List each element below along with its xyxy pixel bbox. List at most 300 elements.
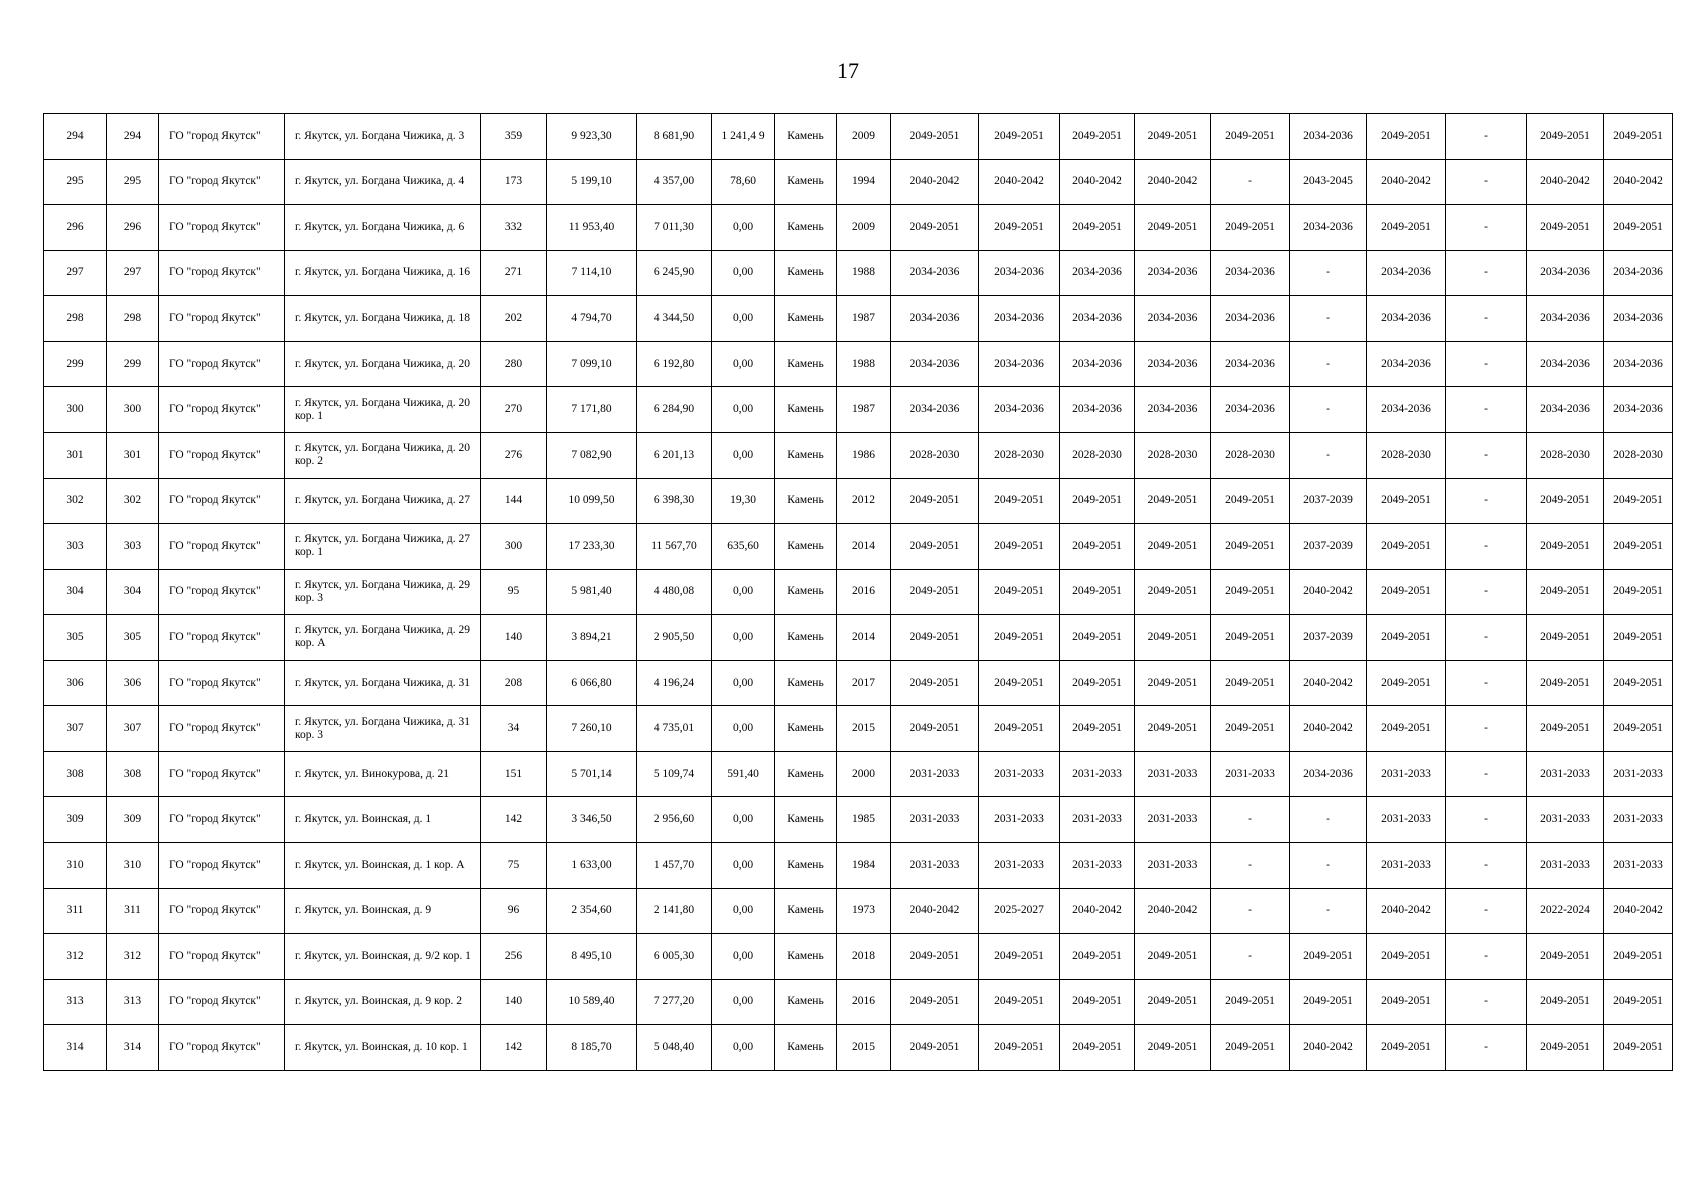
cell-non-residential-area: 1 241,4 9 [712, 114, 775, 160]
cell-wall-material: Камень [775, 615, 837, 661]
cell-period-engineering-4: 2049-2051 [1527, 205, 1604, 251]
cell-period-lift: 2037-2039 [1290, 615, 1367, 661]
cell-period-lift: - [1290, 797, 1367, 843]
cell-total-area: 7 114,10 [547, 250, 637, 296]
cell-period-foundation: 2034-2036 [1060, 250, 1135, 296]
cell-period-other: - [1446, 979, 1527, 1025]
cell-period-roof: 2040-2042 [891, 159, 979, 205]
cell-row-number: 295 [44, 159, 107, 205]
cell-year-built: 2000 [837, 751, 891, 797]
cell-period-other: - [1446, 843, 1527, 889]
cell-address: г. Якутск, ул. Винокурова, д. 21 [285, 751, 481, 797]
cell-registry-number: 305 [107, 615, 159, 661]
cell-period-engineering-1: 2049-2051 [1135, 205, 1211, 251]
cell-registry-number: 296 [107, 205, 159, 251]
cell-year-built: 2014 [837, 615, 891, 661]
cell-address: г. Якутск, ул. Воинская, д. 9 [285, 888, 481, 934]
cell-address: г. Якутск, ул. Богдана Чижика, д. 31 [285, 660, 481, 706]
cell-period-engineering-2: 2049-2051 [1211, 660, 1290, 706]
cell-period-other: - [1446, 250, 1527, 296]
cell-period-engineering-4: 2049-2051 [1527, 660, 1604, 706]
cell-wall-material: Камень [775, 250, 837, 296]
cell-row-number: 304 [44, 569, 107, 615]
cell-period-engineering-5: 2049-2051 [1604, 114, 1673, 160]
cell-registry-number: 311 [107, 888, 159, 934]
cell-residents-count: 140 [481, 615, 547, 661]
cell-total-area: 1 633,00 [547, 843, 637, 889]
cell-year-built: 2012 [837, 478, 891, 524]
cell-period-engineering-1: 2031-2033 [1135, 797, 1211, 843]
cell-period-roof: 2034-2036 [891, 387, 979, 433]
table-row [44, 843, 1673, 889]
cell-living-area: 7 277,20 [637, 979, 712, 1025]
cell-total-area: 17 233,30 [547, 524, 637, 570]
cell-row-number: 299 [44, 341, 107, 387]
cell-living-area: 4 735,01 [637, 706, 712, 752]
cell-period-engineering-3: 2049-2051 [1367, 706, 1446, 752]
cell-year-built: 1994 [837, 159, 891, 205]
cell-period-roof: 2049-2051 [891, 569, 979, 615]
cell-period-other: - [1446, 341, 1527, 387]
cell-period-engineering-2: 2034-2036 [1211, 387, 1290, 433]
cell-period-engineering-5: 2031-2033 [1604, 751, 1673, 797]
cell-non-residential-area: 0,00 [712, 250, 775, 296]
cell-period-engineering-3: 2049-2051 [1367, 114, 1446, 160]
cell-period-roof: 2049-2051 [891, 979, 979, 1025]
cell-period-facade: 2049-2051 [979, 706, 1060, 752]
cell-municipality: ГО "город Якутск" [159, 843, 285, 889]
cell-period-lift: 2034-2036 [1290, 114, 1367, 160]
cell-period-lift: - [1290, 296, 1367, 342]
cell-address: г. Якутск, ул. Богдана Чижика, д. 18 [285, 296, 481, 342]
cell-wall-material: Камень [775, 843, 837, 889]
cell-municipality: ГО "город Якутск" [159, 706, 285, 752]
cell-period-facade: 2031-2033 [979, 843, 1060, 889]
cell-period-roof: 2028-2030 [891, 432, 979, 478]
cell-period-lift: - [1290, 341, 1367, 387]
cell-address: г. Якутск, ул. Воинская, д. 1 кор. А [285, 843, 481, 889]
cell-period-engineering-3: 2031-2033 [1367, 797, 1446, 843]
cell-registry-number: 307 [107, 706, 159, 752]
cell-period-roof: 2031-2033 [891, 797, 979, 843]
cell-address: г. Якутск, ул. Богдана Чижика, д. 31 кор. 3 [285, 706, 481, 752]
cell-period-other: - [1446, 934, 1527, 980]
cell-year-built: 1988 [837, 250, 891, 296]
cell-total-area: 8 495,10 [547, 934, 637, 980]
cell-non-residential-area: 0,00 [712, 843, 775, 889]
cell-period-engineering-1: 2049-2051 [1135, 615, 1211, 661]
cell-address: г. Якутск, ул. Богдана Чижика, д. 3 [285, 114, 481, 160]
cell-period-foundation: 2031-2033 [1060, 843, 1135, 889]
cell-period-engineering-2: - [1211, 934, 1290, 980]
cell-living-area: 6 245,90 [637, 250, 712, 296]
cell-row-number: 301 [44, 432, 107, 478]
cell-municipality: ГО "город Якутск" [159, 569, 285, 615]
cell-period-engineering-5: 2049-2051 [1604, 1025, 1673, 1071]
cell-period-engineering-2: - [1211, 843, 1290, 889]
cell-municipality: ГО "город Якутск" [159, 615, 285, 661]
cell-period-engineering-2: - [1211, 797, 1290, 843]
cell-period-facade: 2034-2036 [979, 296, 1060, 342]
cell-residents-count: 280 [481, 341, 547, 387]
cell-period-foundation: 2049-2051 [1060, 524, 1135, 570]
cell-period-other: - [1446, 114, 1527, 160]
cell-period-engineering-4: 2049-2051 [1527, 569, 1604, 615]
cell-period-roof: 2040-2042 [891, 888, 979, 934]
cell-wall-material: Камень [775, 296, 837, 342]
cell-period-lift: - [1290, 843, 1367, 889]
cell-period-engineering-3: 2049-2051 [1367, 478, 1446, 524]
cell-period-lift: 2049-2051 [1290, 934, 1367, 980]
cell-year-built: 2015 [837, 706, 891, 752]
cell-address: г. Якутск, ул. Богдана Чижика, д. 4 [285, 159, 481, 205]
table-row [44, 114, 1673, 160]
cell-residents-count: 142 [481, 797, 547, 843]
cell-period-roof: 2031-2033 [891, 751, 979, 797]
cell-total-area: 11 953,40 [547, 205, 637, 251]
cell-period-foundation: 2049-2051 [1060, 1025, 1135, 1071]
cell-period-engineering-2: 2049-2051 [1211, 569, 1290, 615]
cell-period-engineering-3: 2049-2051 [1367, 660, 1446, 706]
table-row [44, 934, 1673, 980]
cell-registry-number: 310 [107, 843, 159, 889]
housing-register-table [43, 113, 1673, 1071]
cell-municipality: ГО "город Якутск" [159, 751, 285, 797]
cell-residents-count: 359 [481, 114, 547, 160]
cell-period-facade: 2049-2051 [979, 979, 1060, 1025]
cell-period-roof: 2049-2051 [891, 114, 979, 160]
cell-year-built: 2009 [837, 205, 891, 251]
cell-period-engineering-5: 2049-2051 [1604, 569, 1673, 615]
cell-row-number: 313 [44, 979, 107, 1025]
table-row [44, 1025, 1673, 1071]
cell-row-number: 302 [44, 478, 107, 524]
cell-period-engineering-4: 2034-2036 [1527, 341, 1604, 387]
cell-period-engineering-4: 2049-2051 [1527, 114, 1604, 160]
cell-wall-material: Камень [775, 205, 837, 251]
cell-period-engineering-5: 2049-2051 [1604, 706, 1673, 752]
cell-period-engineering-2: 2028-2030 [1211, 432, 1290, 478]
cell-total-area: 7 099,10 [547, 341, 637, 387]
cell-period-engineering-5: 2034-2036 [1604, 296, 1673, 342]
cell-non-residential-area: 0,00 [712, 1025, 775, 1071]
cell-period-roof: 2049-2051 [891, 706, 979, 752]
cell-period-engineering-1: 2049-2051 [1135, 934, 1211, 980]
cell-residents-count: 96 [481, 888, 547, 934]
cell-period-engineering-5: 2049-2051 [1604, 934, 1673, 980]
cell-period-other: - [1446, 660, 1527, 706]
cell-period-other: - [1446, 159, 1527, 205]
cell-registry-number: 306 [107, 660, 159, 706]
cell-row-number: 311 [44, 888, 107, 934]
cell-residents-count: 140 [481, 979, 547, 1025]
cell-wall-material: Камень [775, 934, 837, 980]
cell-wall-material: Камень [775, 432, 837, 478]
cell-non-residential-area: 0,00 [712, 205, 775, 251]
cell-period-engineering-2: 2049-2051 [1211, 706, 1290, 752]
cell-year-built: 2017 [837, 660, 891, 706]
cell-period-lift: - [1290, 888, 1367, 934]
cell-living-area: 5 109,74 [637, 751, 712, 797]
cell-living-area: 5 048,40 [637, 1025, 712, 1071]
cell-period-engineering-1: 2034-2036 [1135, 341, 1211, 387]
cell-period-other: - [1446, 569, 1527, 615]
cell-row-number: 308 [44, 751, 107, 797]
cell-period-engineering-5: 2040-2042 [1604, 159, 1673, 205]
cell-living-area: 8 681,90 [637, 114, 712, 160]
cell-registry-number: 299 [107, 341, 159, 387]
cell-wall-material: Камень [775, 1025, 837, 1071]
cell-period-lift: 2040-2042 [1290, 706, 1367, 752]
cell-living-area: 4 357,00 [637, 159, 712, 205]
cell-period-engineering-3: 2049-2051 [1367, 934, 1446, 980]
cell-non-residential-area: 0,00 [712, 888, 775, 934]
cell-living-area: 4 480,08 [637, 569, 712, 615]
cell-period-foundation: 2028-2030 [1060, 432, 1135, 478]
cell-period-facade: 2049-2051 [979, 660, 1060, 706]
cell-period-foundation: 2034-2036 [1060, 341, 1135, 387]
cell-period-lift: 2049-2051 [1290, 979, 1367, 1025]
cell-row-number: 306 [44, 660, 107, 706]
cell-non-residential-area: 635,60 [712, 524, 775, 570]
cell-address: г. Якутск, ул. Богдана Чижика, д. 29 кор. 3 [285, 569, 481, 615]
cell-residents-count: 270 [481, 387, 547, 433]
cell-period-foundation: 2031-2033 [1060, 751, 1135, 797]
cell-period-roof: 2049-2051 [891, 205, 979, 251]
cell-period-engineering-4: 2034-2036 [1527, 296, 1604, 342]
cell-period-engineering-4: 2031-2033 [1527, 797, 1604, 843]
cell-registry-number: 309 [107, 797, 159, 843]
cell-residents-count: 256 [481, 934, 547, 980]
cell-living-area: 7 011,30 [637, 205, 712, 251]
cell-period-engineering-3: 2049-2051 [1367, 979, 1446, 1025]
cell-non-residential-area: 0,00 [712, 979, 775, 1025]
cell-period-foundation: 2031-2033 [1060, 797, 1135, 843]
cell-period-engineering-1: 2028-2030 [1135, 432, 1211, 478]
cell-period-other: - [1446, 706, 1527, 752]
cell-wall-material: Камень [775, 797, 837, 843]
cell-registry-number: 314 [107, 1025, 159, 1071]
cell-address: г. Якутск, ул. Воинская, д. 9/2 кор. 1 [285, 934, 481, 980]
cell-period-engineering-1: 2049-2051 [1135, 569, 1211, 615]
cell-period-roof: 2049-2051 [891, 660, 979, 706]
cell-row-number: 307 [44, 706, 107, 752]
cell-period-foundation: 2049-2051 [1060, 660, 1135, 706]
cell-period-other: - [1446, 432, 1527, 478]
cell-total-area: 3 894,21 [547, 615, 637, 661]
cell-municipality: ГО "город Якутск" [159, 524, 285, 570]
cell-row-number: 303 [44, 524, 107, 570]
cell-registry-number: 298 [107, 296, 159, 342]
cell-wall-material: Камень [775, 979, 837, 1025]
cell-period-engineering-3: 2034-2036 [1367, 341, 1446, 387]
cell-period-engineering-1: 2049-2051 [1135, 478, 1211, 524]
cell-year-built: 2014 [837, 524, 891, 570]
cell-period-roof: 2049-2051 [891, 524, 979, 570]
cell-period-engineering-3: 2040-2042 [1367, 159, 1446, 205]
cell-non-residential-area: 19,30 [712, 478, 775, 524]
cell-period-engineering-1: 2049-2051 [1135, 660, 1211, 706]
cell-row-number: 297 [44, 250, 107, 296]
cell-address: г. Якутск, ул. Воинская, д. 10 кор. 1 [285, 1025, 481, 1071]
cell-period-engineering-4: 2040-2042 [1527, 159, 1604, 205]
cell-period-foundation: 2049-2051 [1060, 205, 1135, 251]
cell-registry-number: 300 [107, 387, 159, 433]
cell-registry-number: 312 [107, 934, 159, 980]
cell-period-facade: 2049-2051 [979, 524, 1060, 570]
cell-period-engineering-3: 2034-2036 [1367, 296, 1446, 342]
cell-row-number: 310 [44, 843, 107, 889]
cell-period-engineering-2: 2049-2051 [1211, 205, 1290, 251]
cell-address: г. Якутск, ул. Богдана Чижика, д. 20 кор. 1 [285, 387, 481, 433]
cell-municipality: ГО "город Якутск" [159, 478, 285, 524]
cell-period-lift: 2037-2039 [1290, 524, 1367, 570]
cell-period-foundation: 2049-2051 [1060, 706, 1135, 752]
cell-period-engineering-3: 2031-2033 [1367, 751, 1446, 797]
cell-address: г. Якутск, ул. Богдана Чижика, д. 6 [285, 205, 481, 251]
cell-address: г. Якутск, ул. Богдана Чижика, д. 20 [285, 341, 481, 387]
cell-address: г. Якутск, ул. Богдана Чижика, д. 16 [285, 250, 481, 296]
cell-address: г. Якутск, ул. Воинская, д. 1 [285, 797, 481, 843]
cell-non-residential-area: 0,00 [712, 387, 775, 433]
cell-non-residential-area: 0,00 [712, 660, 775, 706]
cell-municipality: ГО "город Якутск" [159, 797, 285, 843]
table-row [44, 888, 1673, 934]
cell-non-residential-area: 0,00 [712, 296, 775, 342]
cell-period-facade: 2034-2036 [979, 250, 1060, 296]
cell-period-engineering-1: 2040-2042 [1135, 159, 1211, 205]
cell-period-roof: 2034-2036 [891, 296, 979, 342]
cell-period-engineering-3: 2049-2051 [1367, 1025, 1446, 1071]
cell-period-engineering-1: 2040-2042 [1135, 888, 1211, 934]
cell-year-built: 2016 [837, 569, 891, 615]
cell-period-engineering-3: 2049-2051 [1367, 205, 1446, 251]
cell-period-engineering-2: 2049-2051 [1211, 524, 1290, 570]
cell-year-built: 2015 [837, 1025, 891, 1071]
cell-period-lift: - [1290, 432, 1367, 478]
cell-residents-count: 173 [481, 159, 547, 205]
cell-period-engineering-5: 2034-2036 [1604, 387, 1673, 433]
cell-municipality: ГО "город Якутск" [159, 159, 285, 205]
cell-living-area: 2 141,80 [637, 888, 712, 934]
cell-wall-material: Камень [775, 888, 837, 934]
cell-period-engineering-1: 2034-2036 [1135, 387, 1211, 433]
cell-period-engineering-1: 2049-2051 [1135, 114, 1211, 160]
cell-wall-material: Камень [775, 660, 837, 706]
cell-period-engineering-2: 2034-2036 [1211, 296, 1290, 342]
cell-period-lift: 2037-2039 [1290, 478, 1367, 524]
cell-period-engineering-1: 2034-2036 [1135, 296, 1211, 342]
cell-period-foundation: 2040-2042 [1060, 888, 1135, 934]
cell-address: г. Якутск, ул. Богдана Чижика, д. 29 кор. А [285, 615, 481, 661]
cell-period-facade: 2049-2051 [979, 569, 1060, 615]
cell-period-engineering-3: 2049-2051 [1367, 615, 1446, 661]
cell-period-engineering-4: 2031-2033 [1527, 843, 1604, 889]
cell-period-other: - [1446, 888, 1527, 934]
cell-period-facade: 2049-2051 [979, 114, 1060, 160]
cell-period-engineering-4: 2049-2051 [1527, 934, 1604, 980]
cell-period-foundation: 2034-2036 [1060, 296, 1135, 342]
cell-municipality: ГО "город Якутск" [159, 979, 285, 1025]
cell-period-engineering-5: 2040-2042 [1604, 888, 1673, 934]
cell-residents-count: 300 [481, 524, 547, 570]
cell-period-facade: 2040-2042 [979, 159, 1060, 205]
cell-registry-number: 308 [107, 751, 159, 797]
cell-row-number: 305 [44, 615, 107, 661]
cell-residents-count: 75 [481, 843, 547, 889]
cell-period-facade: 2031-2033 [979, 751, 1060, 797]
cell-wall-material: Камень [775, 478, 837, 524]
cell-year-built: 1987 [837, 296, 891, 342]
cell-period-other: - [1446, 524, 1527, 570]
cell-period-engineering-5: 2049-2051 [1604, 660, 1673, 706]
cell-registry-number: 301 [107, 432, 159, 478]
cell-period-engineering-4: 2034-2036 [1527, 250, 1604, 296]
cell-period-engineering-5: 2034-2036 [1604, 250, 1673, 296]
cell-registry-number: 304 [107, 569, 159, 615]
cell-period-engineering-5: 2049-2051 [1604, 615, 1673, 661]
cell-period-facade: 2028-2030 [979, 432, 1060, 478]
cell-living-area: 4 344,50 [637, 296, 712, 342]
table-row [44, 979, 1673, 1025]
cell-period-engineering-2: 2049-2051 [1211, 615, 1290, 661]
cell-period-engineering-4: 2028-2030 [1527, 432, 1604, 478]
cell-period-lift: 2034-2036 [1290, 205, 1367, 251]
cell-period-facade: 2025-2027 [979, 888, 1060, 934]
cell-wall-material: Камень [775, 706, 837, 752]
cell-year-built: 1985 [837, 797, 891, 843]
cell-total-area: 5 981,40 [547, 569, 637, 615]
cell-period-engineering-4: 2049-2051 [1527, 615, 1604, 661]
cell-period-engineering-4: 2031-2033 [1527, 751, 1604, 797]
cell-wall-material: Камень [775, 524, 837, 570]
register-body [44, 114, 1673, 1071]
cell-residents-count: 151 [481, 751, 547, 797]
cell-period-lift: 2034-2036 [1290, 751, 1367, 797]
cell-period-engineering-4: 2034-2036 [1527, 387, 1604, 433]
cell-period-facade: 2031-2033 [979, 797, 1060, 843]
cell-registry-number: 295 [107, 159, 159, 205]
cell-residents-count: 276 [481, 432, 547, 478]
table-row [44, 615, 1673, 661]
cell-period-lift: 2040-2042 [1290, 569, 1367, 615]
cell-non-residential-area: 0,00 [712, 934, 775, 980]
table-row [44, 797, 1673, 843]
cell-year-built: 1973 [837, 888, 891, 934]
cell-address: г. Якутск, ул. Богдана Чижика, д. 20 кор. 2 [285, 432, 481, 478]
cell-period-engineering-5: 2049-2051 [1604, 205, 1673, 251]
cell-wall-material: Камень [775, 569, 837, 615]
cell-period-lift: 2043-2045 [1290, 159, 1367, 205]
cell-period-other: - [1446, 797, 1527, 843]
cell-period-other: - [1446, 751, 1527, 797]
cell-period-foundation: 2049-2051 [1060, 934, 1135, 980]
cell-total-area: 7 171,80 [547, 387, 637, 433]
cell-row-number: 309 [44, 797, 107, 843]
cell-period-engineering-5: 2031-2033 [1604, 797, 1673, 843]
cell-address: г. Якутск, ул. Богдана Чижика, д. 27 кор. 1 [285, 524, 481, 570]
cell-living-area: 6 201,13 [637, 432, 712, 478]
cell-period-engineering-4: 2049-2051 [1527, 979, 1604, 1025]
cell-municipality: ГО "город Якутск" [159, 250, 285, 296]
cell-period-roof: 2034-2036 [891, 250, 979, 296]
cell-year-built: 1988 [837, 341, 891, 387]
cell-period-engineering-5: 2049-2051 [1604, 524, 1673, 570]
cell-non-residential-area: 591,40 [712, 751, 775, 797]
cell-period-engineering-5: 2034-2036 [1604, 341, 1673, 387]
cell-period-engineering-4: 2049-2051 [1527, 524, 1604, 570]
table-row [44, 205, 1673, 251]
